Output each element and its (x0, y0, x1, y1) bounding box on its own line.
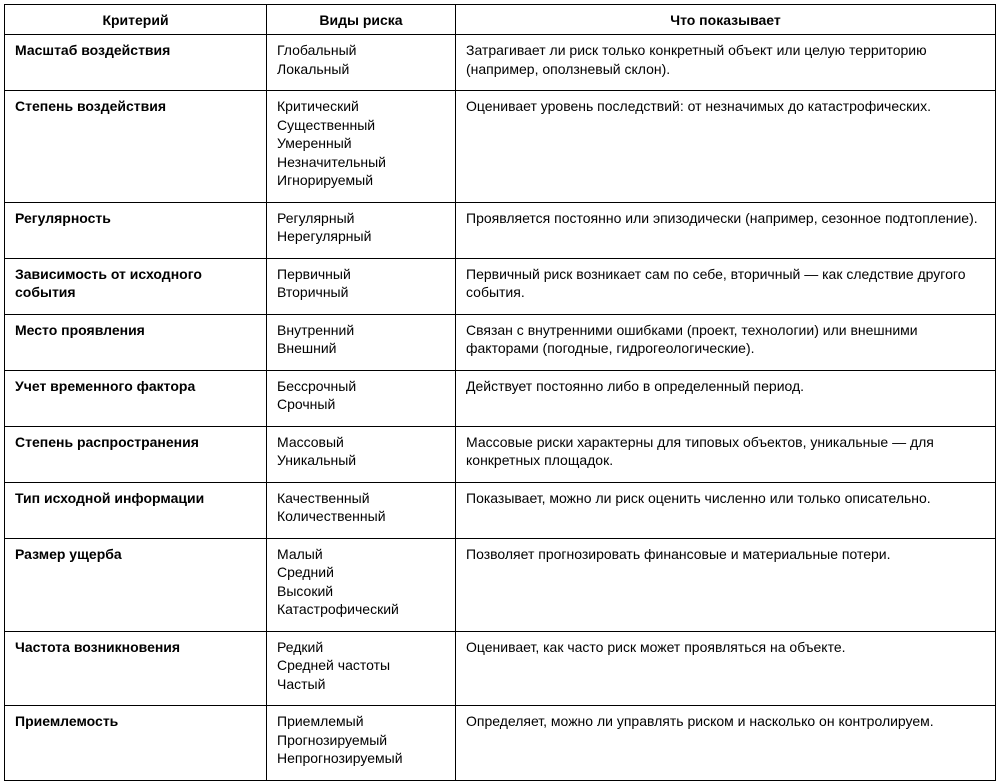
criterion-cell: Место проявления (5, 314, 267, 370)
risk-kind: Игнорируемый (277, 172, 374, 188)
risk-kind: Редкий (277, 638, 324, 655)
risk-kinds-cell (267, 706, 456, 781)
risk-kind: Массовый (277, 433, 344, 450)
table-body (5, 35, 996, 781)
risk-kind: Срочный (277, 396, 336, 412)
description-cell: Связан с внутренними ошибками (проект, технологии) или внешними факторами (погодные, гидрогеологические). (456, 314, 996, 370)
risk-kinds-cell (267, 426, 456, 482)
header-criterion: Критерий (5, 5, 267, 35)
risk-kind: Непрогнозируемый (277, 750, 403, 766)
risk-kind: Первичный (277, 265, 351, 282)
risk-kind: Уникальный (277, 452, 357, 468)
table-row (5, 426, 996, 482)
table-row (5, 258, 996, 314)
risk-kinds-cell (267, 258, 456, 314)
risk-kind: Средней частоты (277, 657, 391, 673)
description-cell: Оценивает уровень последствий: от незначимых до катастрофических. (456, 91, 996, 203)
risk-kinds-cell (267, 202, 456, 258)
risk-kinds-cell (267, 631, 456, 706)
risk-kind: Вторичный (277, 284, 349, 300)
risk-classification-table (4, 4, 996, 781)
risk-kind: Глобальный (277, 42, 357, 58)
description-cell: Первичный риск возникает сам по себе, вторичный — как следствие другого события. (456, 258, 996, 314)
risk-kind: Локальный (277, 60, 350, 77)
risk-kind: Регулярный (277, 209, 355, 226)
criterion-cell: Регулярность (5, 202, 267, 258)
header-description: Что показывает (456, 5, 996, 35)
risk-kind: Существенный (277, 116, 376, 133)
description-cell: Позволяет прогнозировать финансовые и материальные потери. (456, 538, 996, 631)
risk-kind: Внешний (277, 340, 337, 356)
description-cell: Показывает, можно ли риск оценить численно или только описательно. (456, 482, 996, 538)
criterion-cell: Масштаб воздействия (5, 35, 267, 91)
description-cell: Оценивает, как часто риск может проявляться на объекте. (456, 631, 996, 706)
table-row (5, 706, 996, 781)
risk-kind: Качественный (277, 489, 370, 506)
header-row (5, 5, 996, 35)
table-row (5, 538, 996, 631)
criterion-cell: Тип исходной информации (5, 482, 267, 538)
criterion-cell: Учет временного фактора (5, 370, 267, 426)
risk-kind: Приемлемый (277, 713, 364, 729)
table-row (5, 482, 996, 538)
risk-kinds-cell (267, 35, 456, 91)
risk-kind: Количественный (277, 508, 386, 524)
risk-kind: Малый (277, 545, 323, 562)
risk-kind: Катастрофический (277, 601, 399, 617)
risk-kind: Незначительный (277, 153, 386, 170)
risk-kind: Высокий (277, 582, 334, 599)
criterion-cell: Зависимость от исходного события (5, 258, 267, 314)
risk-kind: Критический (277, 98, 359, 114)
description-cell: Действует постоянно либо в определенный период. (456, 370, 996, 426)
risk-kind: Бессрочный (277, 377, 357, 394)
criterion-cell: Размер ущерба (5, 538, 267, 631)
criterion-cell: Приемлемость (5, 706, 267, 781)
risk-kinds-cell (267, 91, 456, 203)
description-cell: Определяет, можно ли управлять риском и насколько он контролируем. (456, 706, 996, 781)
risk-kind: Частый (277, 675, 326, 692)
risk-kinds-cell (267, 314, 456, 370)
description-cell: Проявляется постоянно или эпизодически (например, сезонное подтопление). (456, 202, 996, 258)
risk-kind: Нерегулярный (277, 228, 372, 244)
table-row (5, 370, 996, 426)
risk-kinds-cell (267, 482, 456, 538)
criterion-cell: Частота возникновения (5, 631, 267, 706)
table-row (5, 314, 996, 370)
risk-kinds-cell (267, 538, 456, 631)
table-row (5, 91, 996, 203)
table-row (5, 202, 996, 258)
description-cell: Массовые риски характерны для типовых объектов, уникальные — для конкретных площадок. (456, 426, 996, 482)
table-row (5, 631, 996, 706)
risk-kind: Внутренний (277, 321, 355, 338)
criterion-cell: Степень воздействия (5, 91, 267, 203)
risk-kind: Средний (277, 564, 334, 580)
description-cell: Затрагивает ли риск только конкретный объект или целую территорию (например, оползневый склон). (456, 35, 996, 91)
risk-kind: Умеренный (277, 135, 352, 151)
table-row (5, 35, 996, 91)
criterion-cell: Степень распространения (5, 426, 267, 482)
risk-kinds-cell (267, 370, 456, 426)
header-kinds: Виды риска (267, 5, 456, 35)
risk-kind: Прогнозируемый (277, 731, 388, 748)
